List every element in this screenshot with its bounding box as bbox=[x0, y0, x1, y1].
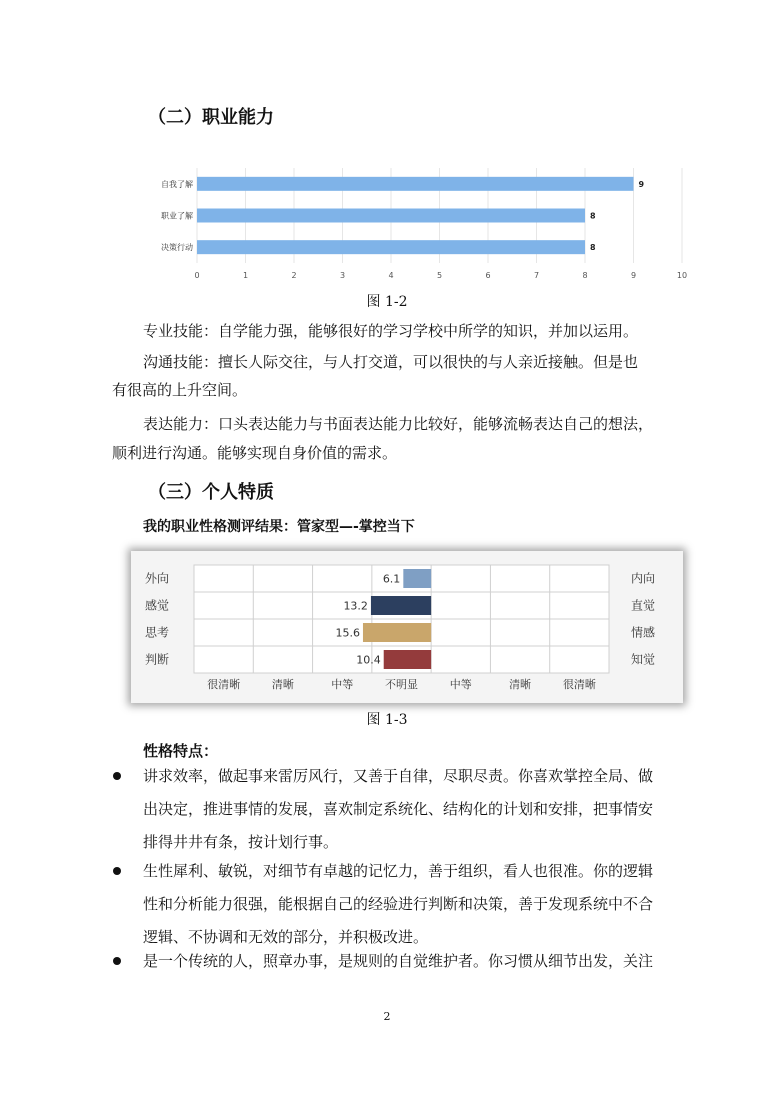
trait-bar-1 bbox=[403, 569, 431, 588]
trait-bar-4 bbox=[384, 650, 431, 669]
x-tick-label: 中等 bbox=[331, 678, 354, 691]
x-tick-label: 6 bbox=[485, 271, 491, 280]
paragraph-communication-skills: 沟通技能：擅长人际交往，与人打交道，可以很快的与人亲近接触。但是也 bbox=[143, 353, 639, 371]
left-trait-label: 判断 bbox=[145, 652, 170, 667]
personality-chart-frame bbox=[131, 551, 683, 703]
personality-test-result: 我的职业性格测评结果：管家型—-掌控当下 bbox=[143, 519, 415, 535]
x-tick-label: 3 bbox=[339, 271, 346, 280]
x-tick-label: 4 bbox=[388, 271, 394, 280]
x-tick-label: 0 bbox=[194, 271, 200, 280]
x-tick-label: 10 bbox=[676, 271, 688, 280]
right-trait-label: 知觉 bbox=[631, 652, 656, 667]
left-trait-label: 感觉 bbox=[145, 598, 170, 613]
bullet-3-marker bbox=[113, 957, 121, 965]
paragraph-professional-skills: 专业技能：自学能力强，能够很好的学习学校中所学的知识，并加以运用。 bbox=[143, 322, 639, 340]
ability-bar-chart bbox=[140, 160, 700, 290]
x-tick-label: 不明显 bbox=[385, 678, 418, 691]
trait-bar-2 bbox=[371, 596, 431, 615]
trait-bullet-2-line-1: 生性犀利、敏锐，对细节有卓越的记忆力，善于组织，看人也很准。你的逻辑 bbox=[143, 862, 654, 880]
x-tick-label: 很清晰 bbox=[562, 678, 596, 691]
trait-bar-3 bbox=[363, 623, 431, 642]
paragraph-communication-skills-cont: 有很高的上升空间。 bbox=[112, 381, 248, 399]
right-trait-label: 情感 bbox=[631, 625, 656, 640]
x-tick-label: 5 bbox=[436, 271, 443, 280]
figure-caption-1-2: 图 1-2 bbox=[366, 294, 408, 310]
data-label: 13.2 bbox=[343, 599, 368, 613]
trait-bullet-1-line-2: 出决定，推进事情的发展，喜欢制定系统化、结构化的计划和安排，把事情安 bbox=[143, 800, 654, 818]
bar-3 bbox=[197, 240, 585, 254]
y-category-label: 自我了解 bbox=[161, 179, 193, 189]
trait-bullet-2-line-2: 性和分析能力很强，能根据自己的经验进行判断和决策，善于发现系统中不合 bbox=[143, 895, 654, 913]
paragraph-expression-skills-cont: 顺利进行沟通。能够实现自身价值的需求。 bbox=[112, 444, 398, 462]
bullet-1-marker bbox=[113, 772, 121, 780]
x-tick-label: 9 bbox=[630, 271, 637, 280]
trait-bullet-1-line-1: 讲求效率，做起事来雷厉风行，又善于自律，尽职尽责。你喜欢掌控全局、做 bbox=[143, 767, 654, 785]
figure-caption-1-3: 图 1-3 bbox=[366, 712, 408, 728]
traits-heading: 性格特点： bbox=[143, 742, 219, 760]
left-trait-label: 外向 bbox=[145, 571, 170, 586]
left-trait-label: 思考 bbox=[145, 625, 170, 640]
page-number: 2 bbox=[383, 1010, 391, 1023]
personality-bar-chart bbox=[131, 551, 683, 703]
x-tick-label: 中等 bbox=[449, 678, 472, 691]
x-tick-label: 2 bbox=[291, 271, 297, 280]
y-category-label: 决策行动 bbox=[161, 243, 193, 253]
trait-bullet-3 bbox=[143, 945, 683, 978]
trait-bullet-3-line-1: 是一个传统的人，照章办事，是规则的自觉维护者。你习惯从细节出发，关注 bbox=[143, 952, 654, 970]
x-tick-label: 7 bbox=[533, 271, 540, 280]
bullet-2-marker bbox=[113, 867, 121, 875]
data-label: 15.6 bbox=[335, 626, 360, 640]
section-title-abilities: （二）职业能力 bbox=[148, 107, 274, 128]
x-tick-label: 8 bbox=[582, 271, 588, 280]
right-trait-label: 直觉 bbox=[631, 598, 656, 613]
trait-bullet-1-line-3: 排得井井有条，按计划行事。 bbox=[143, 833, 339, 851]
trait-bullet-2-line-3: 逻辑、不协调和无效的部分，并积极改进。 bbox=[143, 928, 429, 946]
data-label: 8 bbox=[590, 243, 596, 253]
right-trait-label: 内向 bbox=[631, 571, 656, 586]
x-tick-label: 1 bbox=[242, 271, 249, 280]
data-label: 9 bbox=[638, 179, 645, 189]
trait-bullet-1 bbox=[143, 760, 683, 859]
trait-bullet-2 bbox=[143, 855, 683, 954]
bar-1 bbox=[197, 177, 634, 191]
paragraph-expression-skills: 表达能力：口头表达能力与书面表达能力比较好，能够流畅表达自己的想法， bbox=[143, 415, 654, 433]
data-label: 8 bbox=[590, 211, 596, 221]
bar-2 bbox=[197, 209, 585, 223]
y-category-label: 职业了解 bbox=[161, 211, 193, 221]
x-tick-label: 清晰 bbox=[271, 678, 294, 691]
data-label: 10.4 bbox=[356, 653, 381, 667]
data-label: 6.1 bbox=[382, 572, 401, 586]
x-tick-label: 清晰 bbox=[509, 678, 532, 691]
section-title-personal-traits: （三）个人特质 bbox=[148, 482, 274, 503]
x-tick-label: 很清晰 bbox=[207, 678, 241, 691]
